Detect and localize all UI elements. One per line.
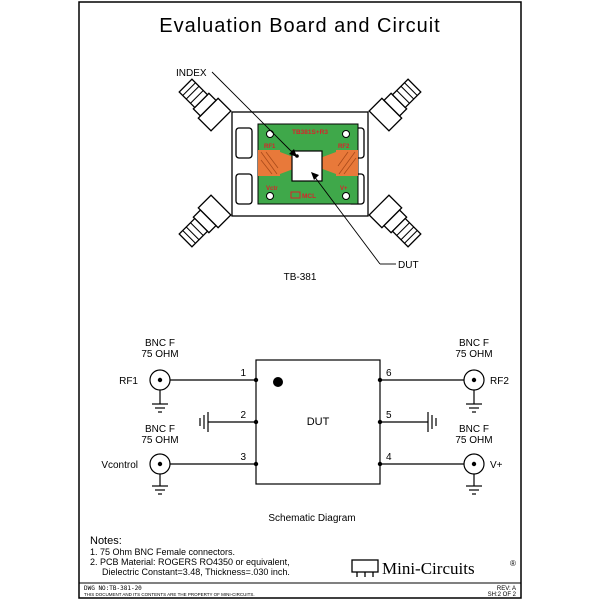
vplus-signal-label: V+ (490, 460, 503, 471)
vcontrol-connector-type: BNC F (145, 424, 175, 435)
rf2-signal-label: RF2 (490, 376, 509, 387)
pin-5: 5 (386, 410, 392, 421)
pin-2: 2 (240, 410, 246, 421)
schematic-diagram (101, 338, 509, 524)
notes (90, 535, 290, 577)
notes-heading: Notes: (90, 535, 122, 547)
drawing-title: Evaluation Board and Circuit (159, 15, 441, 37)
bnc-connector-bottom-right (369, 195, 424, 250)
board-illustration (176, 68, 425, 283)
silk-vplus: V+ (340, 186, 348, 192)
dut-callout: DUT (398, 260, 419, 271)
schematic-caption: Schematic Diagram (268, 513, 356, 524)
pin-3: 3 (240, 452, 246, 463)
notes-line-3: Dielectric Constant=3.48, Thickness=.030 inch. (102, 567, 290, 577)
sheet-number: SH:2 OF 2 (487, 592, 516, 598)
vplus-connector-type: BNC F (459, 424, 489, 435)
rf1-connector-type: BNC F (145, 338, 175, 349)
connector-grounds (152, 390, 482, 494)
vcontrol-connector-impedance: 75 OHM (141, 435, 179, 446)
board-model: TB-381 (283, 272, 317, 283)
rf2-connector-impedance: 75 OHM (455, 349, 493, 360)
pin-6: 6 (386, 368, 392, 379)
notes-line-2: 2. PCB Material: ROGERS RO4350 or equivalent, (90, 557, 290, 567)
silk-mcl: MCL (302, 193, 317, 200)
rf1-connector-impedance: 75 OHM (141, 349, 179, 360)
revision: REV: A (496, 586, 516, 592)
vplus-connector-impedance: 75 OHM (455, 435, 493, 446)
vcontrol-signal-label: Vcontrol (101, 460, 138, 471)
property-notice: THIS DOCUMENT AND ITS CONTENTS ARE THE PROPERTY OF MINI-CIRCUITS. (84, 592, 255, 597)
schematic-pin1-marker (273, 377, 283, 387)
silk-rf1: RF1 (264, 144, 276, 150)
drawing-frame (79, 2, 521, 598)
logo-wordmark: Mini-Circuits (382, 559, 475, 578)
bnc-connector-top-left (176, 76, 231, 131)
silk-part-number: TB381S+R3 (292, 129, 328, 136)
notes-line-1: 1. 75 Ohm BNC Female connectors. (90, 547, 236, 557)
mini-circuits-logo (352, 559, 516, 578)
pin-1: 1 (240, 368, 246, 379)
pin-4: 4 (386, 452, 392, 463)
silk-rf2: RF2 (338, 144, 350, 150)
bnc-connector-top-right (369, 76, 424, 131)
rf2-connector-type: BNC F (459, 338, 489, 349)
silk-vctr: Vctr (266, 186, 278, 192)
bnc-connector-bottom-left (176, 195, 231, 250)
schematic-dut-label: DUT (306, 416, 330, 428)
drawing-number: DWG NO:TB-381-20 (84, 585, 142, 592)
index-callout: INDEX (176, 68, 207, 79)
logo-registered-mark: ® (510, 559, 516, 568)
title-block (79, 583, 521, 598)
rf1-signal-label: RF1 (119, 376, 138, 387)
